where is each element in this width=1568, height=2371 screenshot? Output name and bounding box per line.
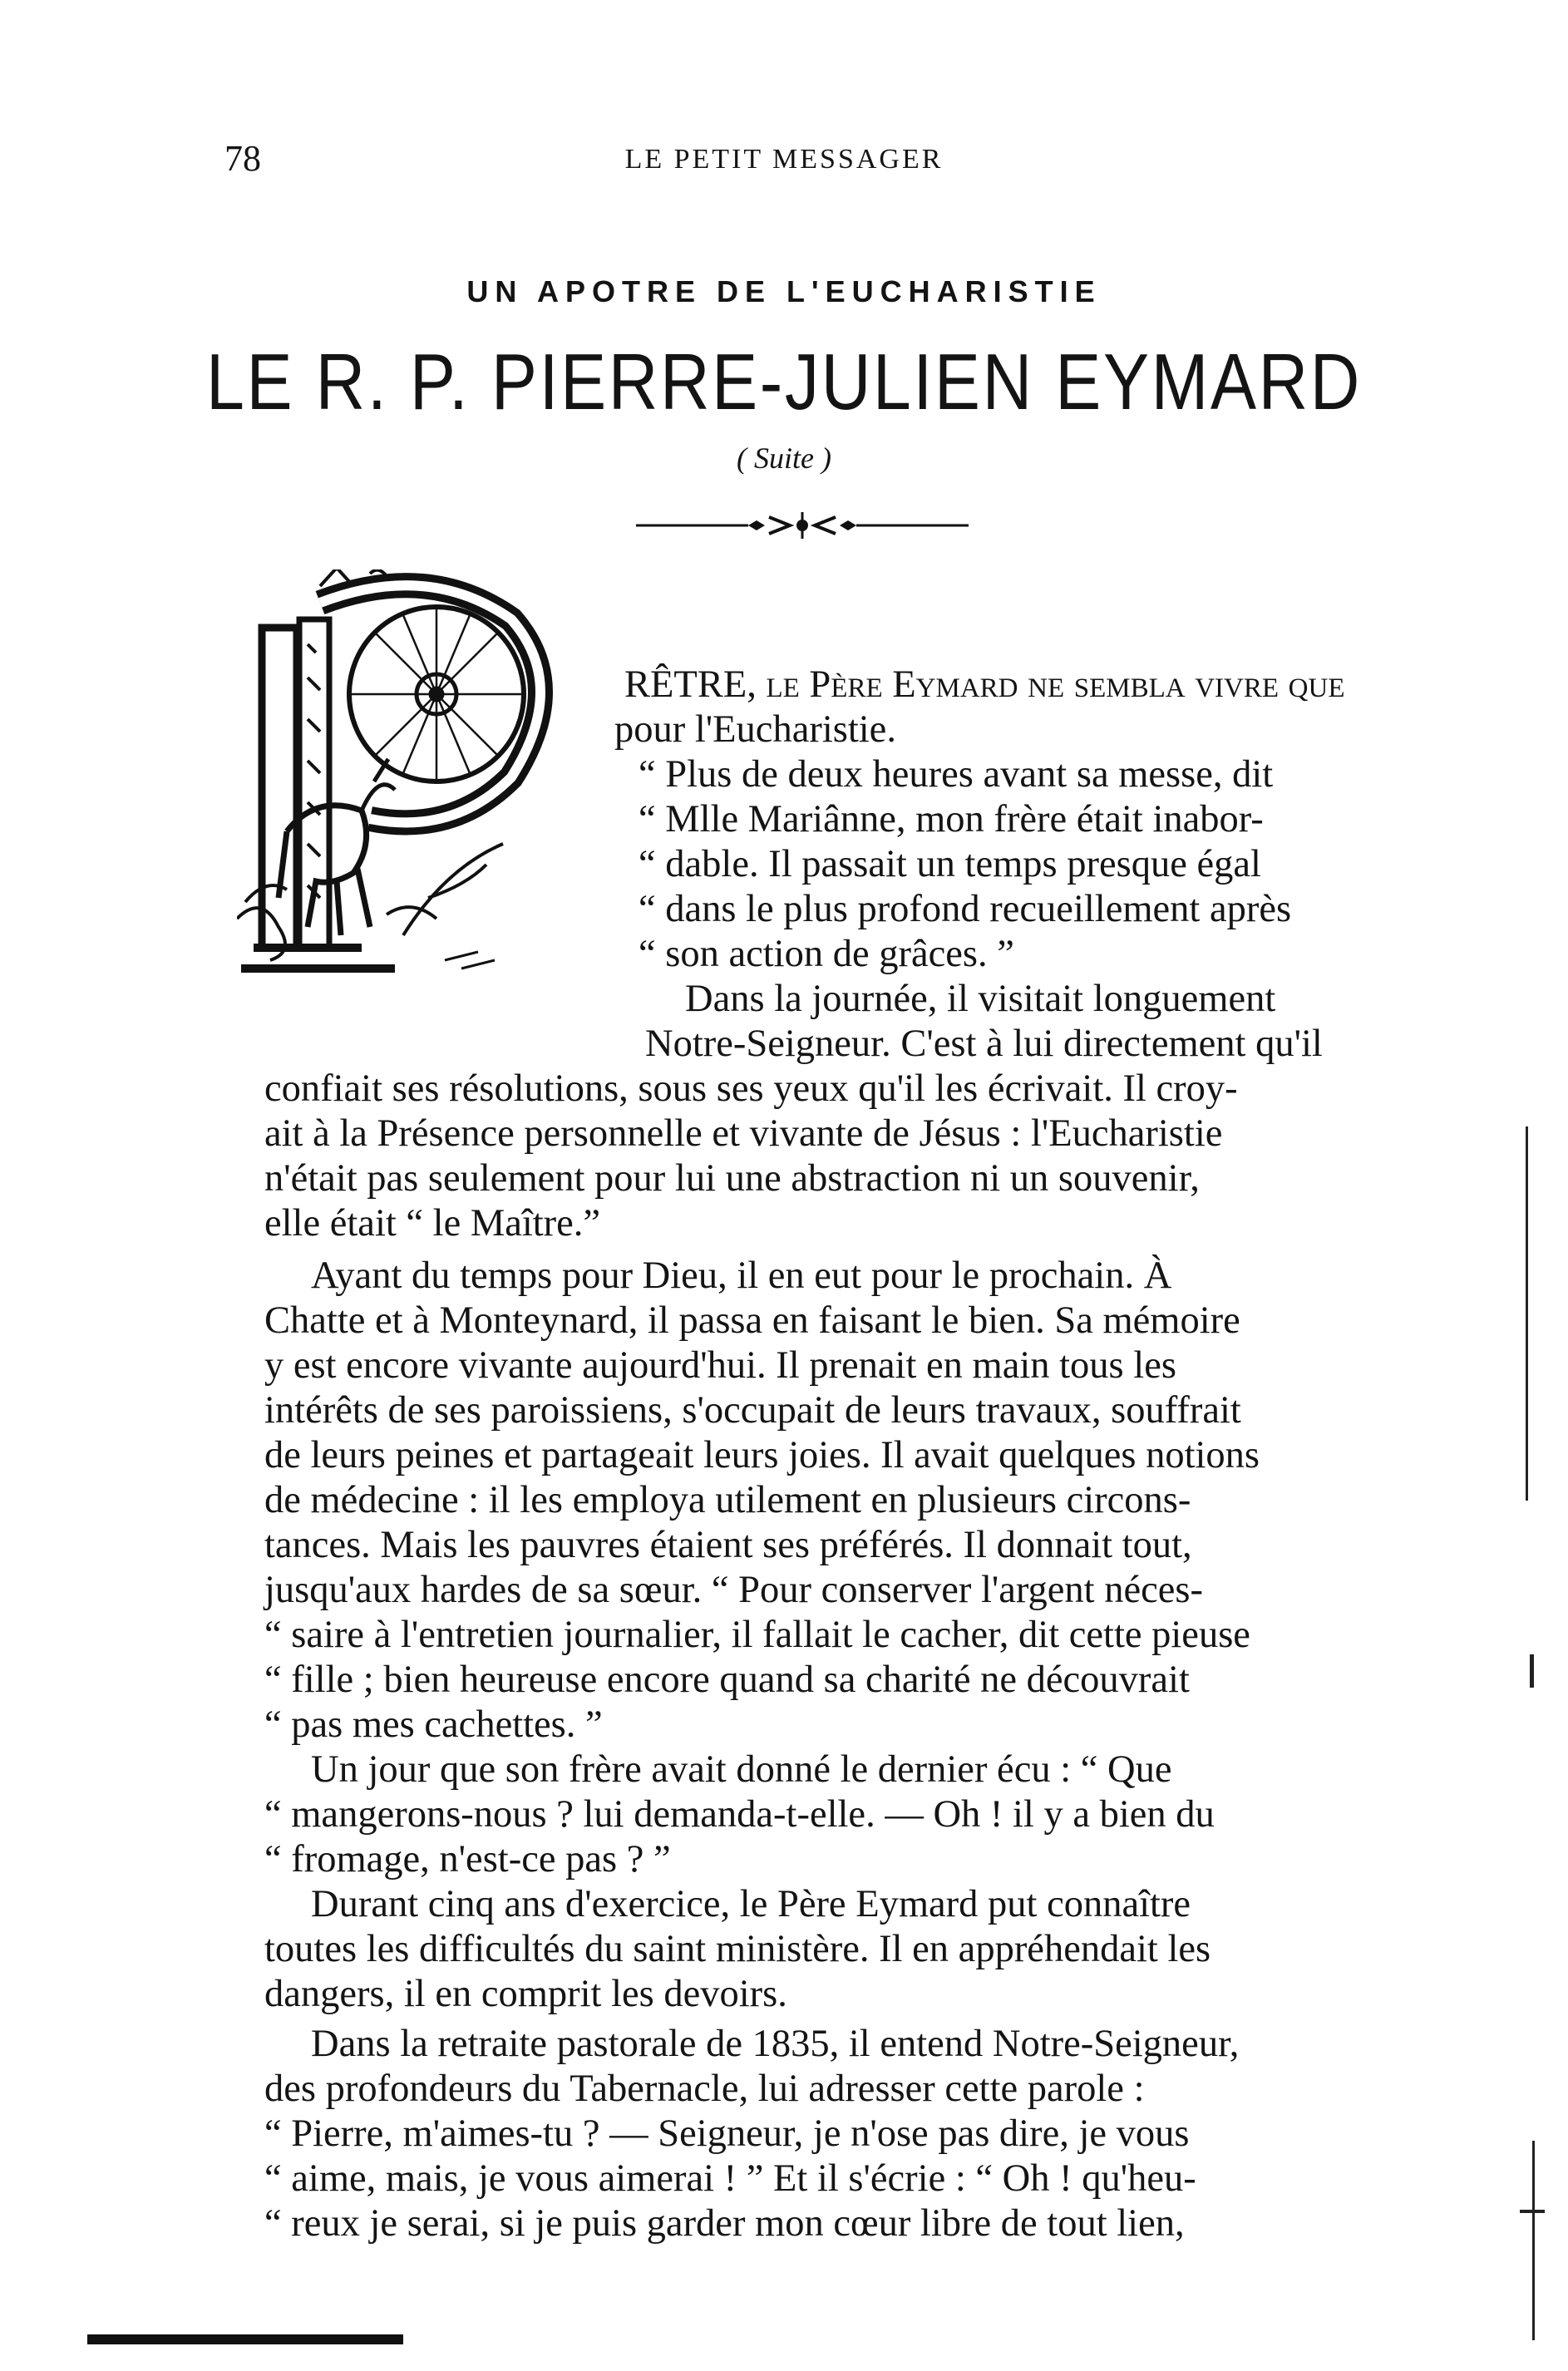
article-title: LE R. P. PIERRE-JULIEN EYMARD <box>205 338 1363 426</box>
text-line: de leurs peines et partageait leurs joies. Il avait quelques notions <box>264 1434 1260 1476</box>
scan-edge-line <box>1520 2210 1545 2213</box>
scan-edge-line <box>1530 1654 1534 1688</box>
decorated-initial-letter-icon <box>237 569 574 985</box>
text-line: “ Mlle Mariânne, mon frère était inabor- <box>639 798 1264 840</box>
text-line: “ reux je serai, si je puis garder mon cœur libre de tout lien, <box>264 2202 1185 2245</box>
text-line: Durant cinq ans d'exercice, le Père Eymard put connaître <box>311 1883 1191 1925</box>
text-line: elle était “ le Maître.” <box>264 1202 601 1245</box>
page-number: 78 <box>224 138 261 179</box>
text-line: “ dable. Il passait un temps presque égal <box>639 843 1261 885</box>
text-line: Notre-Seigneur. C'est à lui directement qu'il <box>645 1023 1323 1065</box>
text-line: toutes les difficultés du saint ministère. Il en appréhendait les <box>264 1928 1211 1970</box>
text-line: jusqu'aux hardes de sa sœur. “ Pour conserver l'argent néces- <box>264 1569 1203 1611</box>
text-line: y est encore vivante aujourd'hui. Il prenait en main tous les <box>264 1344 1176 1387</box>
scan-edge-line <box>1532 2141 1535 2340</box>
text-line: “ mangerons-nous ? lui demanda-t-elle. — Oh ! il y a bien du <box>264 1793 1215 1836</box>
text-line: “ Pierre, m'aimes-tu ? — Seigneur, je n'ose pas dire, je vous <box>264 2112 1190 2155</box>
text-line: Un jour que son frère avait donné le dernier écu : “ Que <box>311 1748 1172 1791</box>
text-line: tances. Mais les pauvres étaient ses préférés. Il donnait tout, <box>264 1524 1192 1566</box>
text-line: ait à la Présence personnelle et vivante de Jésus : l'Eucharistie <box>264 1112 1223 1155</box>
text-line: des profondeurs du Tabernacle, lui adresser cette parole : <box>264 2068 1145 2110</box>
text-line: RÊTRE, le Père Eymard ne sembla vivre que <box>624 663 1345 706</box>
text-line: de médecine : il les employa utilement en plusieurs circons- <box>264 1479 1191 1521</box>
text-line: “ fromage, n'est-ce pas ? ” <box>264 1838 671 1881</box>
article-kicker: UN APOTRE DE L'EUCHARISTIE <box>466 274 1102 308</box>
text-line: “ saire à l'entretien journalier, il fallait le cacher, dit cette pieuse <box>264 1614 1250 1656</box>
text-line: “ fille ; bien heureuse encore quand sa charité ne découvrait <box>264 1659 1190 1701</box>
text-line: “ Plus de deux heures avant sa messe, dit <box>639 753 1274 796</box>
text-line: pour l'Eucharistie. <box>614 708 896 751</box>
text-line: “ dans le plus profond recueillement après <box>639 888 1292 930</box>
text-line: intérêts de ses paroissiens, s'occupait de leurs travaux, souffrait <box>264 1389 1241 1432</box>
scan-edge-line <box>1526 1126 1528 1501</box>
text-line: “ pas mes cachettes. ” <box>264 1703 603 1746</box>
text-line: “ aime, mais, je vous aimerai ! ” Et il s'écrie : “ Oh ! qu'heu- <box>264 2157 1196 2200</box>
text-line: Dans la retraite pastorale de 1835, il entend Notre-Seigneur, <box>311 2023 1240 2065</box>
running-head: LE PETIT MESSAGER <box>624 144 944 175</box>
text-line: confiait ses résolutions, sous ses yeux qu'il les écrivait. Il croy- <box>264 1067 1238 1110</box>
article-subtitle: ( Suite ) <box>737 441 831 475</box>
text-line: Chatte et à Monteynard, il passa en faisant le bien. Sa mémoire <box>264 1299 1240 1342</box>
text-line: Ayant du temps pour Dieu, il en eut pour le prochain. À <box>311 1255 1172 1297</box>
text-line: n'était pas seulement pour lui une abstraction ni un souvenir, <box>264 1157 1200 1200</box>
text-line: Dans la journée, il visitait longuement <box>685 978 1276 1020</box>
text-line: “ son action de grâces. ” <box>639 933 1014 975</box>
page-header <box>0 137 1568 187</box>
text-line: dangers, il en comprit les devoirs. <box>264 1973 787 2015</box>
ornament-divider-icon <box>636 509 969 542</box>
scan-bottom-edge <box>87 2334 403 2344</box>
